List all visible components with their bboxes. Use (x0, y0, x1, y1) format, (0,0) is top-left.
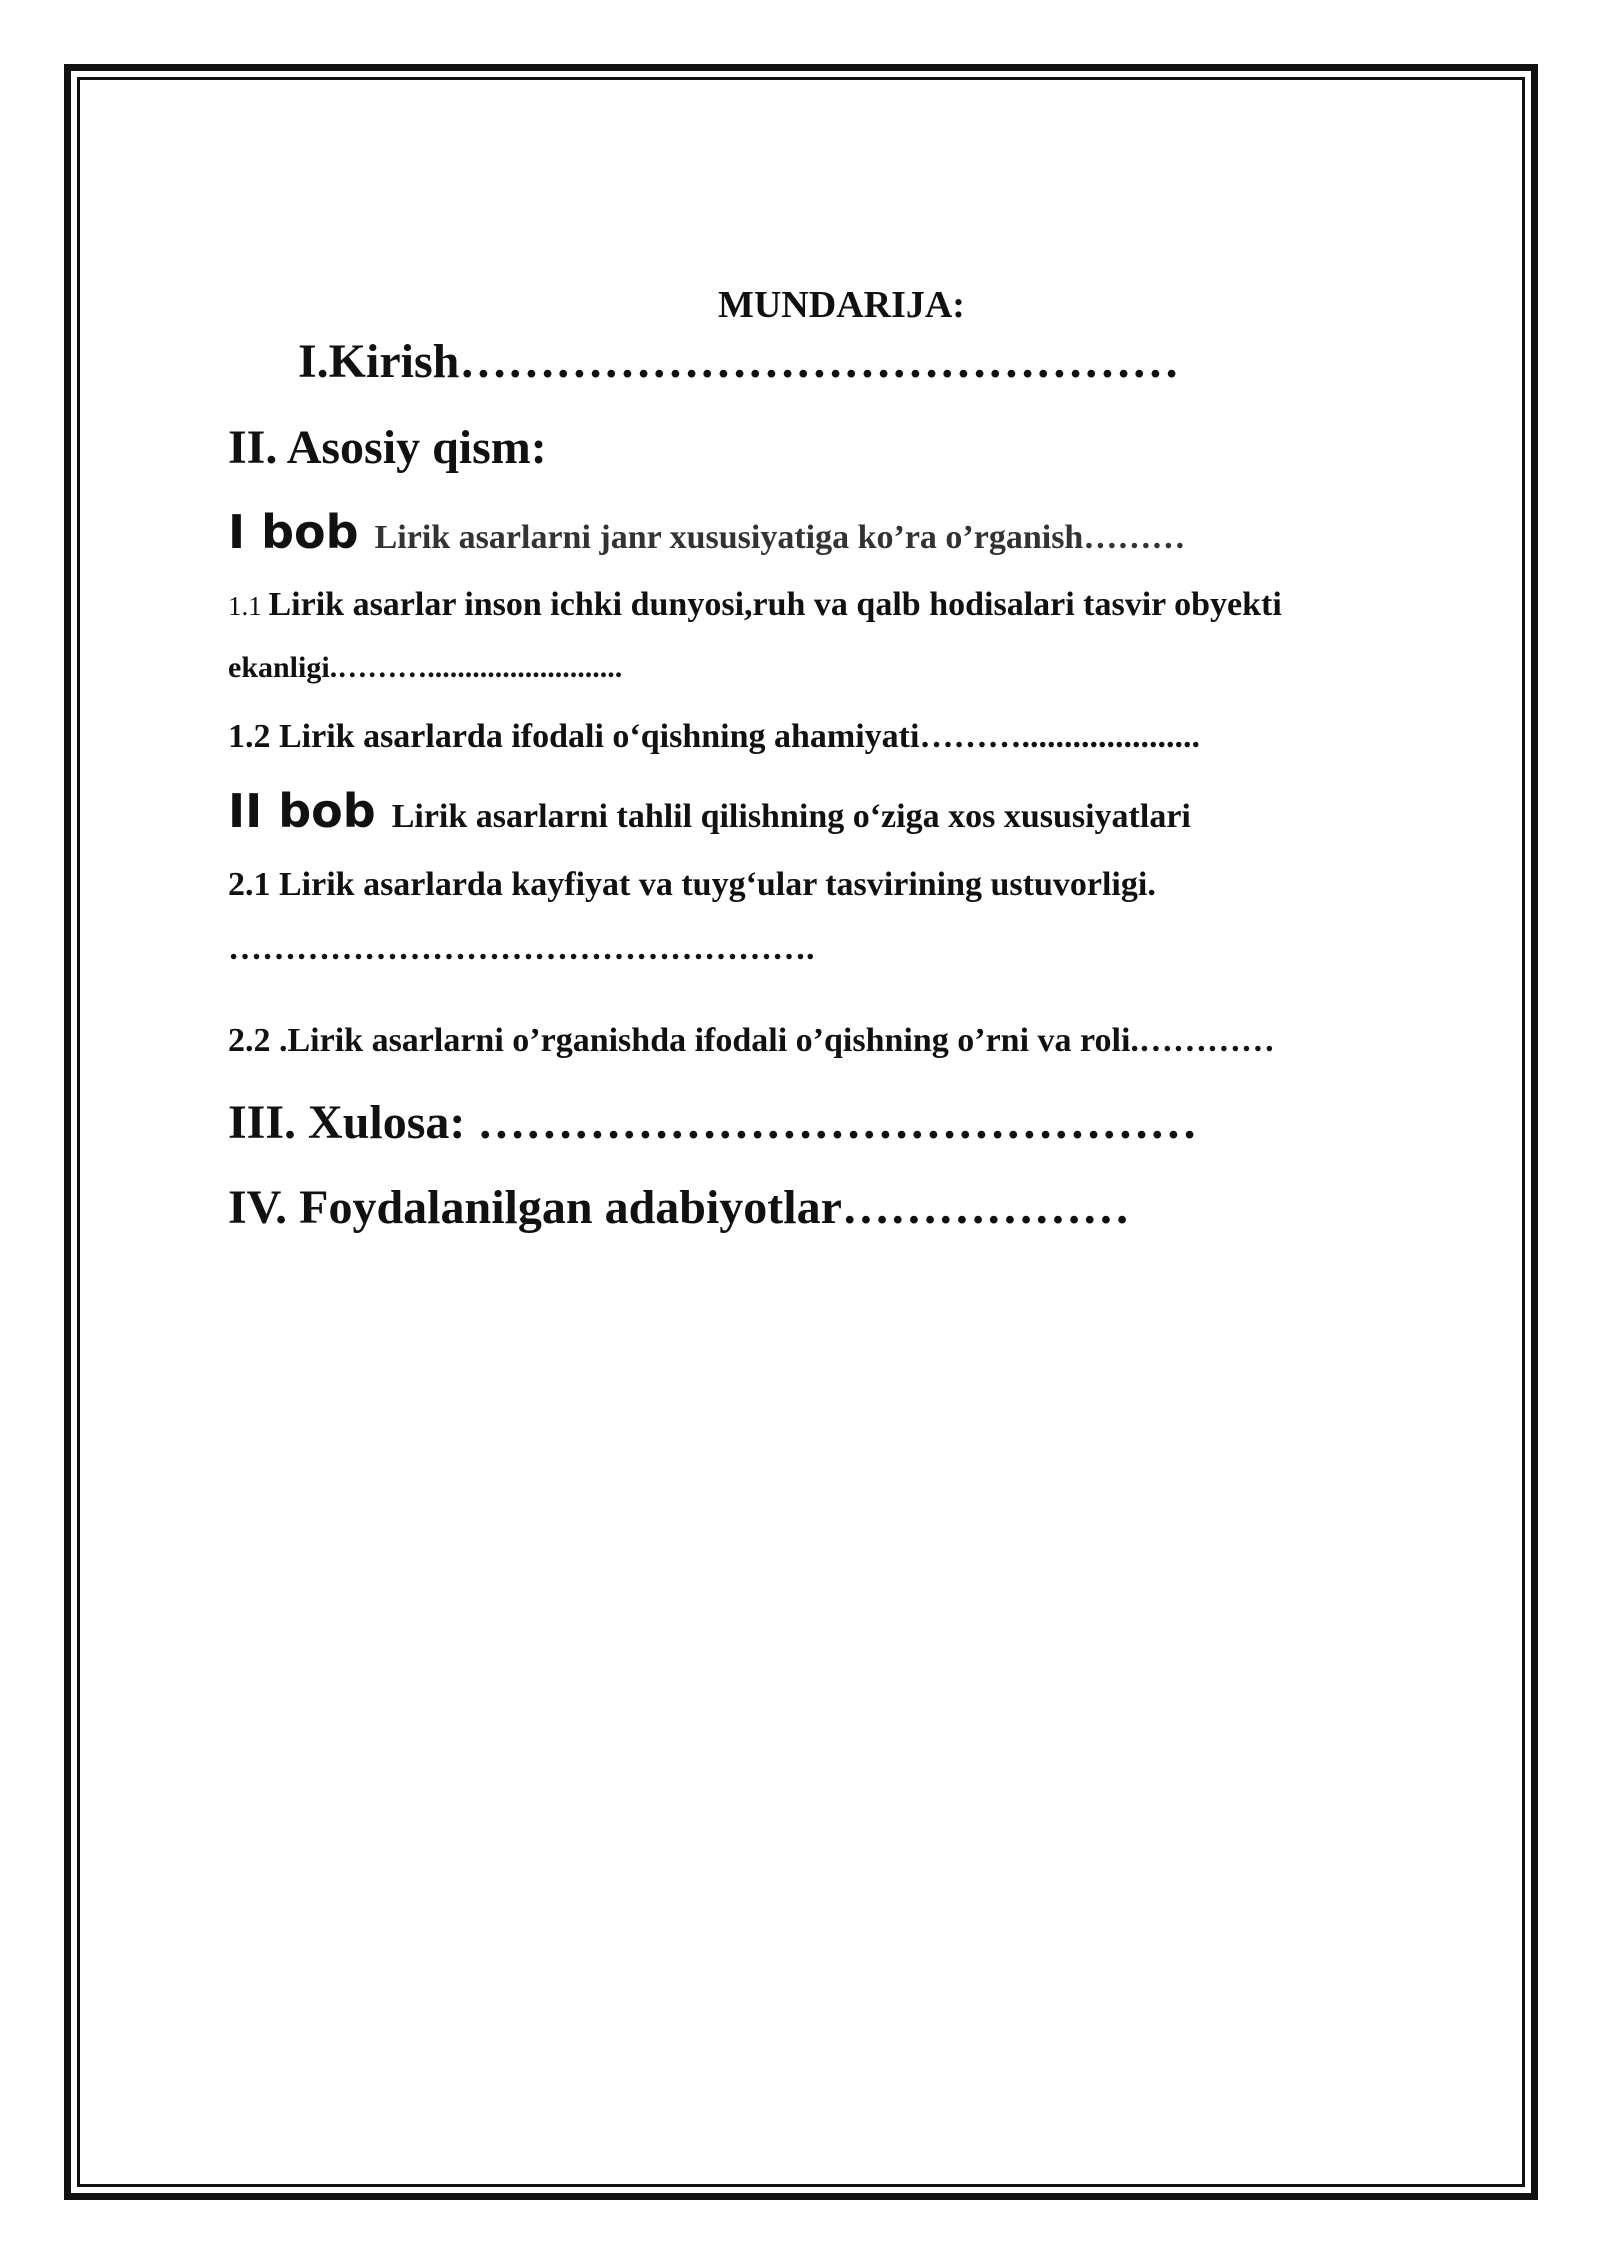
toc-entry-references: IV. Foydalanilgan adabiyotlar……………… (228, 1181, 1130, 1234)
toc-entry-asosiy-qism: II. Asosiy qism: (228, 421, 547, 474)
toc-entry-kirish: I.Kirish……………………………………… (298, 335, 1180, 388)
chapter-2-label: II bob (228, 784, 392, 838)
chapter-2-title: Lirik asarlarni tahlil qilishning o‘ziga xos xususiyatlari (391, 798, 1191, 835)
chapter-1-title: Lirik asarlarni janr xususiyatiga ko’ra o’rganish……… (374, 519, 1186, 556)
toc-entry-section-1-1-continued: ekanligi.……….......................... (228, 651, 623, 684)
chapter-1-label: I bob (228, 505, 375, 559)
toc-entry-section-2-1: 2.1 Lirik asarlarda kayfiyat va tuyg‘ular tasvirining ustuvorligi. (228, 866, 1156, 903)
toc-entry-chapter-2 (228, 784, 1191, 838)
toc-entry-xulosa: III. Xulosa: ……………………………………… (228, 1096, 1198, 1149)
toc-entry-section-1-2: 1.2 Lirik asarlarda ifodali o‘qishning ahamiyati………..................... (228, 718, 1200, 755)
toc-title: MUNDARIJA: (718, 284, 965, 326)
section-1-1-title: Lirik asarlar inson ichki dunyosi,ruh va qalb hodisalari tasvir obyekti (268, 586, 1282, 623)
section-1-1-number: 1.1 (228, 591, 269, 621)
toc-entry-section-2-1-leader: ……………………………………………. (228, 930, 815, 967)
toc-entry-section-1-1 (228, 586, 1282, 624)
toc-entry-section-2-2: 2.2 .Lirik asarlarni o’rganishda ifodali o’qishning o’rni va roli.………… (228, 1022, 1275, 1059)
toc-entry-chapter-1 (228, 505, 1185, 559)
